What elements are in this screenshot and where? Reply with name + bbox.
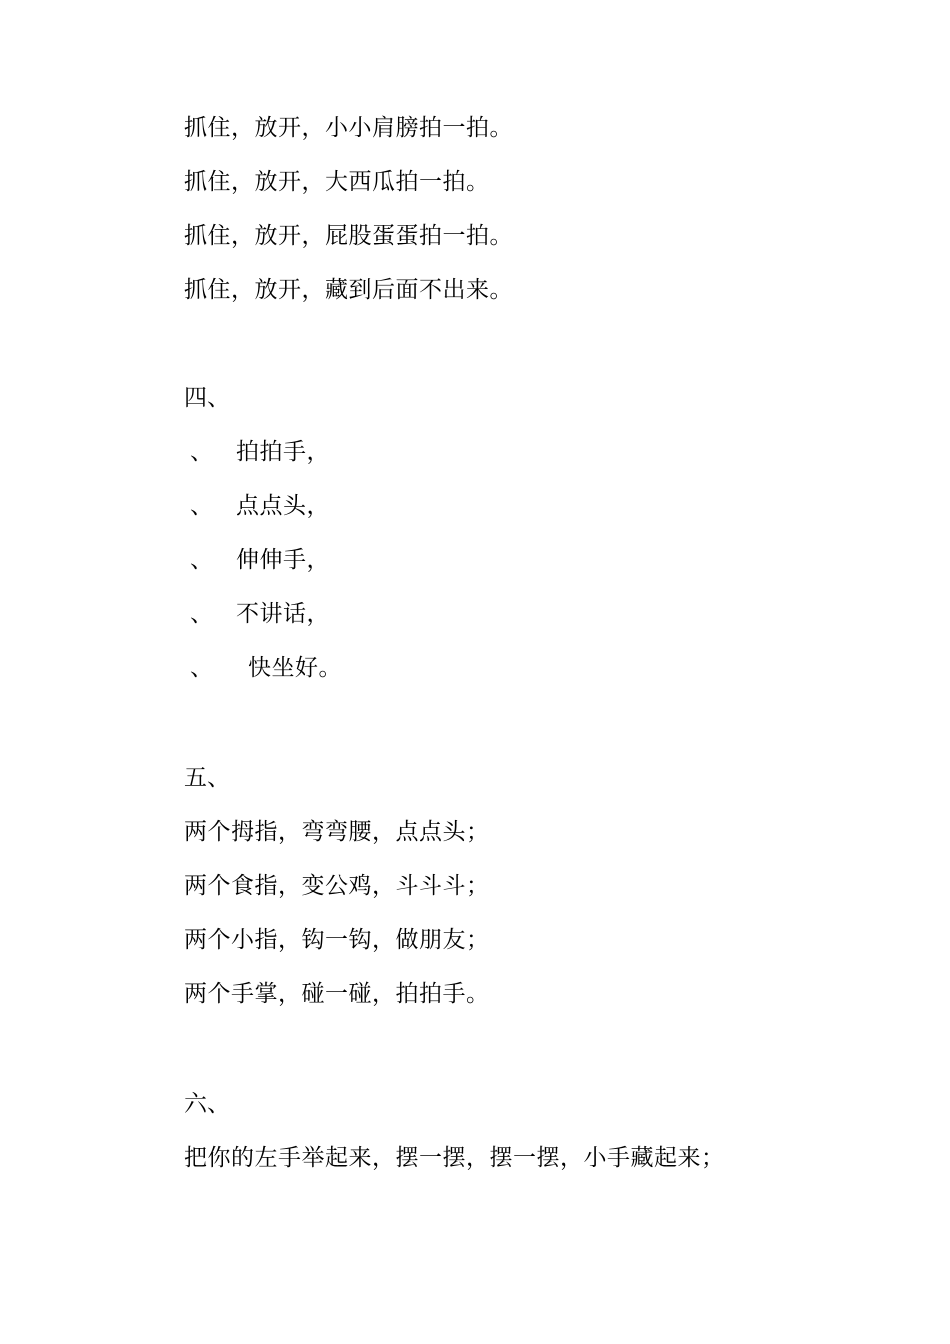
section-four-item-5-mark: 、: [190, 655, 213, 681]
section-five-line-4: 两个手掌，碰一碰，拍拍手。: [184, 981, 490, 1007]
section-three-line-2: 抓住，放开，大西瓜拍一拍。: [184, 169, 490, 195]
section-four-item-1-mark: 、: [190, 439, 213, 465]
section-four-item-4-text: 不讲话，: [236, 601, 330, 627]
section-four-item-3-text: 伸伸手，: [236, 547, 330, 573]
section-four-item-5-text: 快坐好。: [248, 655, 342, 681]
section-six-line-1: 把你的左手举起来，摆一摆，摆一摆，小手藏起来；: [184, 1145, 725, 1171]
section-four-item-4-mark: 、: [190, 601, 213, 627]
section-four-item-3-mark: 、: [190, 547, 213, 573]
section-four-heading: 四、: [184, 385, 230, 411]
section-five-heading: 五、: [184, 765, 230, 791]
section-three-line-4: 抓住，放开，藏到后面不出来。: [184, 277, 513, 303]
section-five-line-3: 两个小指，钩一钩，做朋友；: [184, 927, 490, 953]
section-five-line-2: 两个食指，变公鸡，斗斗斗；: [184, 873, 490, 899]
section-six-heading: 六、: [184, 1091, 230, 1117]
section-four-item-2-text: 点点头，: [236, 493, 330, 519]
section-three-line-3: 抓住，放开，屁股蛋蛋拍一拍。: [184, 223, 513, 249]
section-three-line-1: 抓住，放开，小小肩膀拍一拍。: [184, 115, 513, 141]
section-four-item-2-mark: 、: [190, 493, 213, 519]
section-five-line-1: 两个拇指，弯弯腰，点点头；: [184, 819, 490, 845]
section-four-item-1-text: 拍拍手，: [236, 439, 330, 465]
